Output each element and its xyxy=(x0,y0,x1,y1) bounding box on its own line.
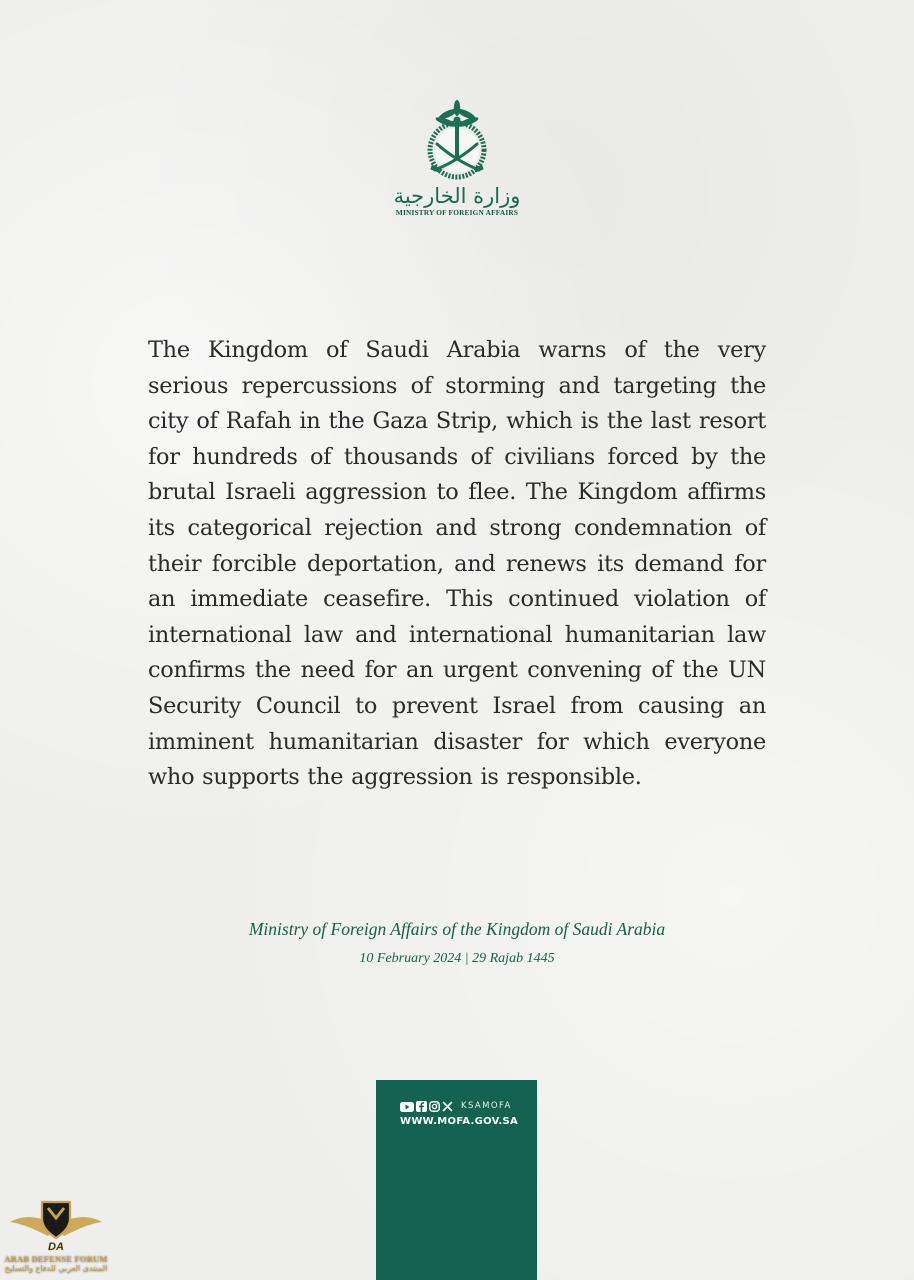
signature-organization: Ministry of Foreign Affairs of the Kingdom of Saudi Arabia xyxy=(248,919,666,939)
youtube-icon[interactable] xyxy=(400,1097,414,1116)
instagram-icon[interactable] xyxy=(429,1097,440,1116)
facebook-icon[interactable] xyxy=(416,1097,427,1116)
social-links xyxy=(400,1100,512,1112)
ministry-name-english: MINISTRY OF FOREIGN AFFAIRS xyxy=(395,208,519,217)
signature-block xyxy=(157,916,757,972)
saudi-emblem-palm-swords-icon xyxy=(415,100,499,182)
website-link[interactable]: WWW.MOFA.GOV.SA xyxy=(400,1116,519,1127)
forum-name-english: ARAB DEFENSE FORUM xyxy=(4,1254,108,1264)
forum-name-arabic: المنتدى العربي للدفاع والتسليح xyxy=(4,1264,108,1273)
forum-watermark xyxy=(4,1196,108,1280)
x-icon[interactable] xyxy=(442,1097,453,1116)
signature-date: 10 February 2024 | 29 Rajab 1445 xyxy=(359,951,555,966)
ministry-name-arabic: وزارة الخارجية xyxy=(393,184,521,208)
social-handle[interactable]: KSAMOFA xyxy=(461,1101,512,1111)
eagle-emblem-icon xyxy=(6,1196,106,1252)
ministry-logo xyxy=(390,100,524,230)
footer-panel xyxy=(376,1080,537,1280)
statement-body: The Kingdom of Saudi Arabia warns of the very serious repercussions of storming and targeting the city of Rafah in the Gaza Strip, which is the last resort for hundreds of thousands of civilians forced by the brutal Israeli aggression to flee. The Kingdom affirms its categorical rejection and strong condemnation of their forcible deportation, and renews its demand for an immediate ceasefire. This continued violation of international law and international humanitarian law confirms the need for an urgent convening of the UN Security Council to prevent Israel from causing an imminent humanitarian disaster for which everyone who supports the aggression is responsible. xyxy=(148,337,766,791)
forum-monogram: DA xyxy=(48,1241,64,1252)
